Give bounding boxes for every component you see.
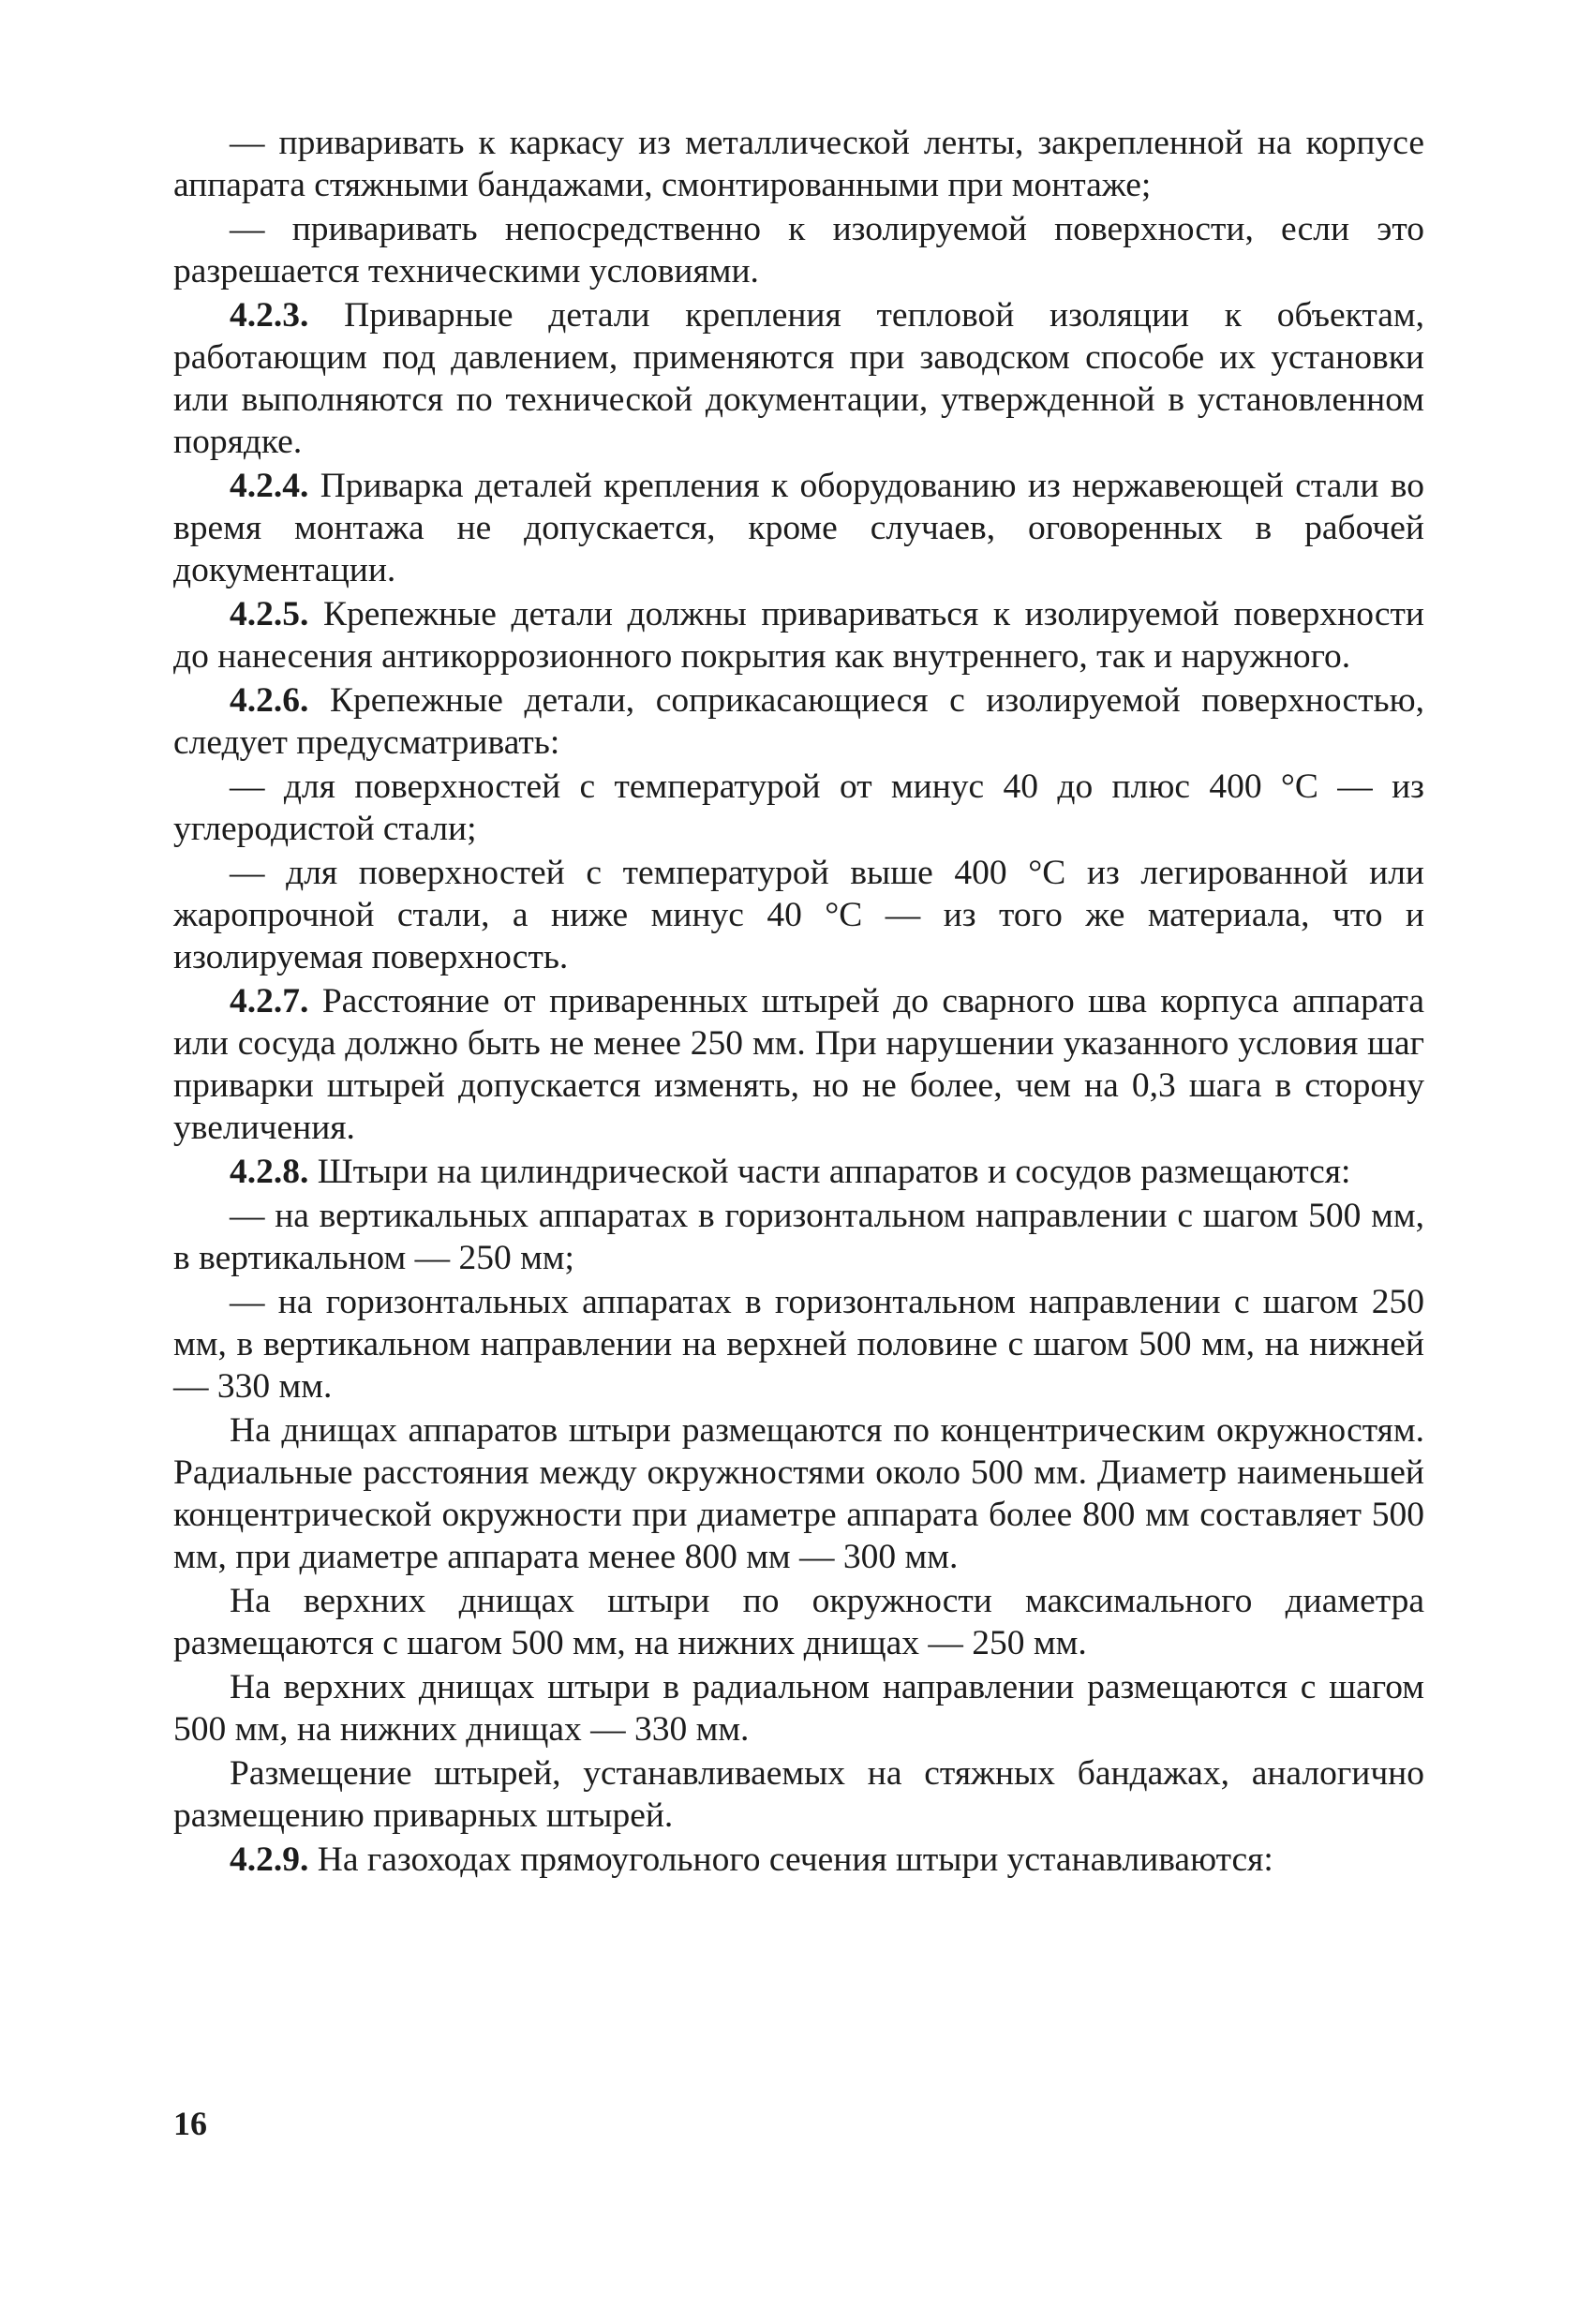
paragraph [173, 852, 1424, 978]
paragraph-text: Штыри на цилиндрической части аппаратов и сосудов размещаются: [317, 1153, 1351, 1191]
paragraph [173, 1281, 1424, 1408]
paragraph-text: На верхних днищах штыри в радиальном направлении размещаются с шагом 500 мм, на нижних днищах — 330 мм. [173, 1668, 1424, 1749]
clause-number: 4.2.3. [230, 296, 309, 335]
paragraph-text: Крепежные детали должны привариваться к изолируемой поверхности до нанесения антикоррозионного покрытия как внутреннего, так и наружного. [173, 595, 1424, 676]
paragraph [173, 766, 1424, 850]
clause-number: 4.2.6. [230, 681, 309, 720]
paragraph-text: — на горизонтальных аппаратах в горизонтальном направлении с шагом 250 мм, в вертикальном направлении на верхней половине с шагом 500 мм, на нижней — 330 мм. [173, 1283, 1424, 1406]
clause-number: 4.2.8. [230, 1153, 309, 1191]
paragraph-text: На газоходах прямоугольного сечения штыри устанавливаются: [317, 1840, 1273, 1879]
clause-number: 4.2.4. [230, 467, 309, 505]
clause-4-2-8 [173, 1151, 1424, 1193]
paragraph-text: — приваривать непосредственно к изолируемой поверхности, если это разрешается техническими условиями. [173, 210, 1424, 290]
paragraph-text: Приварка деталей крепления к оборудованию из нержавеющей стали во время монтажа не допускается, кроме случаев, оговоренных в рабочей документации. [173, 467, 1424, 589]
clause-number: 4.2.5. [230, 595, 309, 633]
paragraph-text: Крепежные детали, соприкасающиеся с изолируемой поверхностью, следует предусматривать: [173, 681, 1424, 762]
clause-number: 4.2.7. [230, 982, 309, 1020]
paragraph-text: — для поверхностей с температурой выше 400 °C из легированной или жаропрочной стали, а ниже минус 40 °C — из того же материала, что и изолируемая поверхность. [173, 854, 1424, 976]
clause-4-2-9 [173, 1839, 1424, 1881]
paragraph-text: — для поверхностей с температурой от минус 40 до плюс 400 °C — из углеродистой стали; [173, 767, 1424, 848]
paragraph-text: Расстояние от приваренных штырей до сварного шва корпуса аппарата или сосуда должно быть не менее 250 мм. При нарушении указанного условия шаг приварки штырей допускается изменять, но не более, чем на 0,3 шага в сторону увеличения. [173, 982, 1424, 1147]
clause-4-2-3 [173, 294, 1424, 463]
clause-number: 4.2.9. [230, 1840, 309, 1879]
document-body [173, 122, 1424, 1883]
clause-4-2-5 [173, 593, 1424, 678]
paragraph-text: Приварные детали крепления тепловой изоляции к объектам, работающим под давлением, применяются при заводском способе их установки или выполняются по технической документации, утвержденной в установленном порядке. [173, 296, 1424, 461]
paragraph [173, 1580, 1424, 1664]
paragraph-text: — приваривать к каркасу из металлической ленты, закрепленной на корпусе аппарата стяжными бандажами, смонтированными при монтаже; [173, 124, 1424, 204]
clause-4-2-6 [173, 679, 1424, 764]
paragraph-text: На верхних днищах штыри по окружности максимального диаметра размещаются с шагом 500 мм, на нижних днищах — 250 мм. [173, 1582, 1424, 1662]
paragraph-text: Размещение штырей, устанавливаемых на стяжных бандажах, аналогично размещению приварных штырей. [173, 1754, 1424, 1835]
paragraph [173, 208, 1424, 292]
paragraph-text: На днищах аппаратов штыри размещаются по концентрическим окружностям. Радиальные расстояния между окружностями около 500 мм. Диаметр наименьшей концентрической окружности при диаметре аппарата более 800 мм составляет 500 мм, при диаметре аппарата менее 800 мм — 300 мм. [173, 1411, 1424, 1576]
paragraph [173, 1409, 1424, 1578]
page-number: 16 [173, 2105, 207, 2142]
clause-4-2-4 [173, 465, 1424, 591]
paragraph [173, 1195, 1424, 1279]
paragraph [173, 1666, 1424, 1750]
paragraph [173, 1752, 1424, 1837]
paragraph-text: — на вертикальных аппаратах в горизонтальном направлении с шагом 500 мм, в вертикальном — 250 мм; [173, 1197, 1424, 1277]
clause-4-2-7 [173, 980, 1424, 1149]
paragraph [173, 122, 1424, 206]
